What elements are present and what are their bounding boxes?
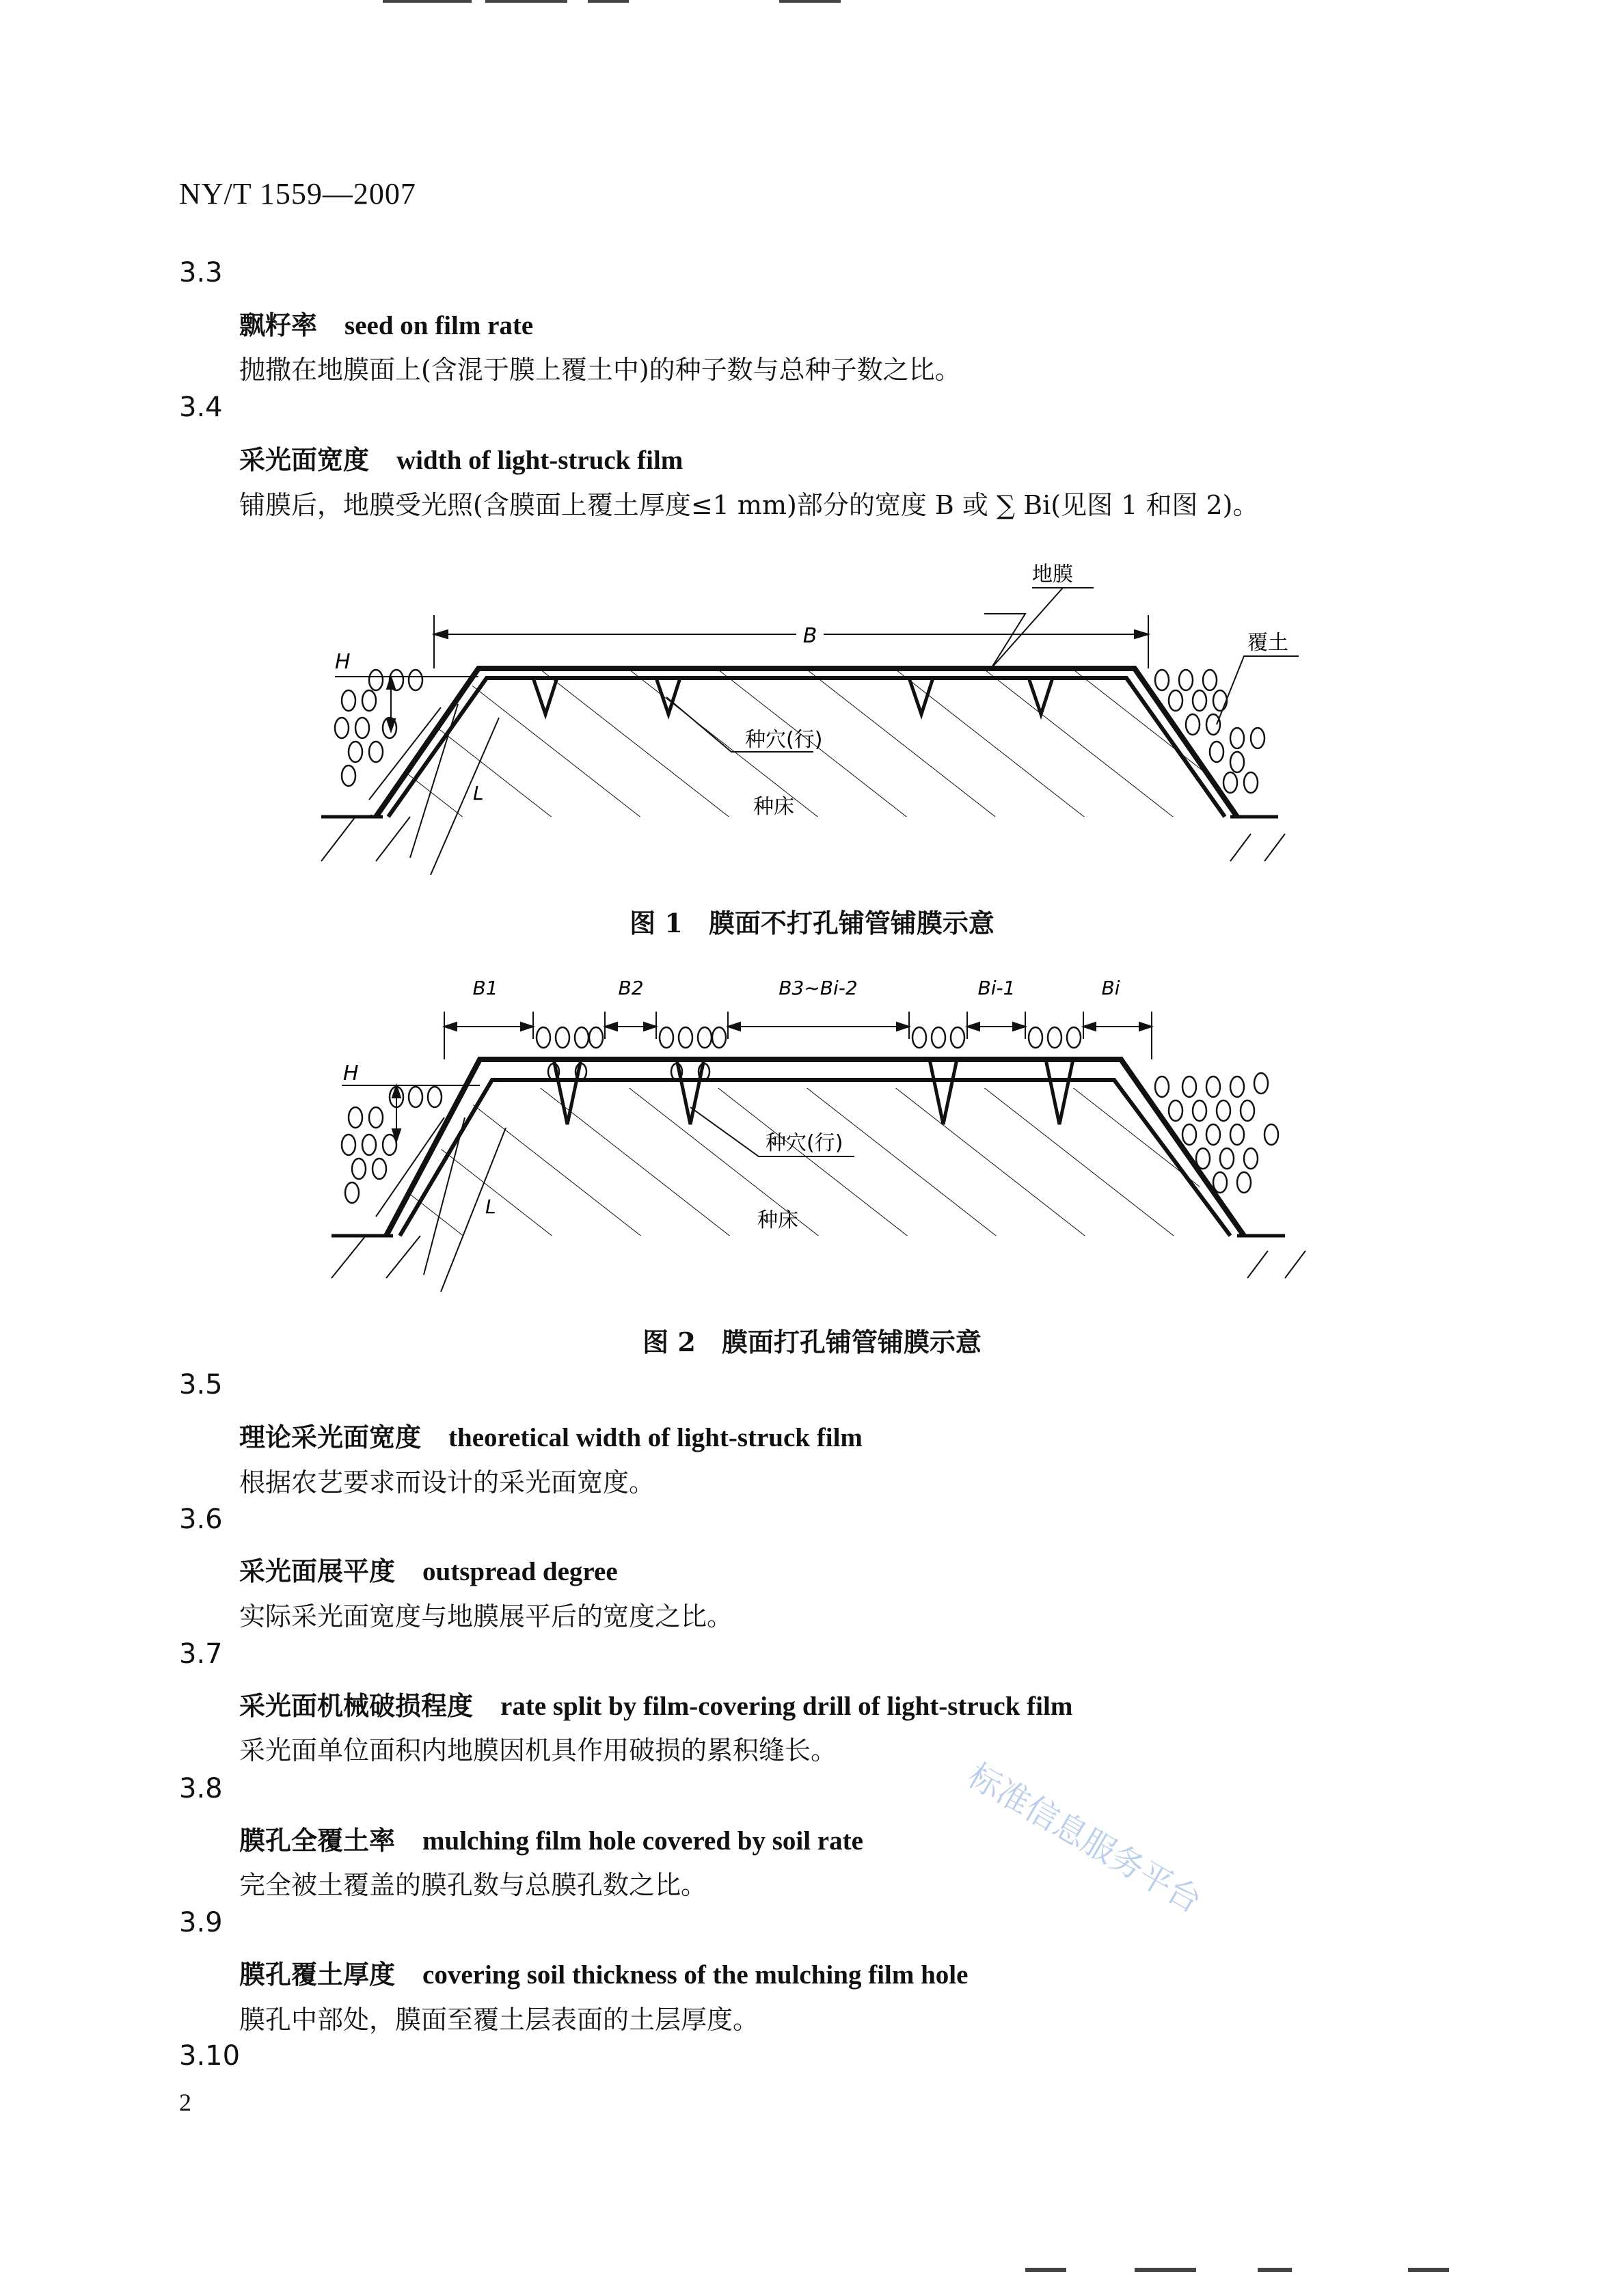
bottom-scan-marks xyxy=(1025,2268,1504,2273)
width-label: B xyxy=(802,624,817,648)
section-number: 3.8 xyxy=(179,1773,223,1804)
term-heading xyxy=(239,1819,863,1857)
width-dimension xyxy=(434,615,1148,668)
term-en: covering soil thickness of the mulching film hole xyxy=(422,1960,969,1990)
definition: 铺膜后，地膜受光照(含膜面上覆土厚度≤1 mm)部分的宽度 B 或 ∑ Bi(见图 1 和图 2)。 xyxy=(239,490,1259,520)
term-cn: 理论采光面宽度 xyxy=(239,1422,422,1452)
height-label: H xyxy=(335,650,351,674)
section-number: 3.10 xyxy=(179,2040,241,2072)
figure-1-caption: 图 1 膜面不打孔铺管铺膜示意 xyxy=(630,908,994,938)
b1-label: B1 xyxy=(472,977,498,999)
term-cn: 飘籽率 xyxy=(239,310,318,340)
seed-bed-hatch xyxy=(379,1088,1234,1236)
term-cn: 膜孔全覆土率 xyxy=(239,1825,396,1856)
slope-label: L xyxy=(485,1195,496,1218)
scan-mark xyxy=(588,0,629,3)
seed-hole-label: 种穴(行) xyxy=(745,728,823,752)
page-number: 2 xyxy=(179,2089,191,2116)
definition: 根据农艺要求而设计的采光面宽度。 xyxy=(239,1467,655,1498)
b2-label: B2 xyxy=(618,977,644,999)
section-number: 3.7 xyxy=(179,1638,223,1670)
seed-bed-label: 种床 xyxy=(757,1208,798,1232)
section-number: 3.4 xyxy=(179,392,223,423)
hole-cover-soil xyxy=(537,1027,1081,1080)
term-heading xyxy=(239,1953,968,1991)
term-heading xyxy=(239,1416,863,1454)
figure-1-diagram xyxy=(294,547,1360,889)
bi-label: Bi xyxy=(1101,977,1120,999)
ground-hatch xyxy=(331,1236,1305,1278)
definition: 完全被土覆盖的膜孔数与总膜孔数之比。 xyxy=(239,1870,707,1900)
term-heading xyxy=(239,304,533,342)
definition: 膜孔中部处，膜面至覆土层表面的土层厚度。 xyxy=(239,2005,759,2035)
film-label: 地膜 xyxy=(1032,563,1073,586)
definition: 实际采光面宽度与地膜展平后的宽度之比。 xyxy=(239,1601,733,1631)
term-cn: 采光面展平度 xyxy=(239,1556,396,1586)
term-cn: 膜孔覆土厚度 xyxy=(239,1959,396,1990)
section-number: 3.9 xyxy=(179,1907,223,1938)
section-number: 3.5 xyxy=(179,1369,223,1400)
term-cn: 采光面宽度 xyxy=(239,444,370,475)
seed-bed-label: 种床 xyxy=(753,795,794,819)
term-heading xyxy=(239,439,683,476)
term-en: outspread degree xyxy=(422,1557,618,1586)
term-en: mulching film hole covered by soil rate xyxy=(422,1826,863,1856)
term-en: theoretical width of light-struck film xyxy=(448,1423,863,1452)
section-number: 3.6 xyxy=(179,1504,223,1535)
term-cn: 采光面机械破损程度 xyxy=(239,1690,474,1721)
slope-label: L xyxy=(473,782,484,804)
height-label: H xyxy=(343,1061,359,1085)
term-en: rate split by film-covering drill of light-struck film xyxy=(500,1692,1073,1721)
definition: 抛撒在地膜面上(含混于膜上覆土中)的种子数与总种子数之比。 xyxy=(239,355,961,385)
cover-soil-label: 覆土 xyxy=(1247,631,1288,655)
section-number: 3.3 xyxy=(179,257,223,288)
term-heading xyxy=(239,1685,1072,1722)
scan-mark xyxy=(485,0,567,3)
standard-code: NY/T 1559—2007 xyxy=(179,177,416,211)
term-en: width of light-struck film xyxy=(396,446,684,475)
watermark: 标准信息服务平台 xyxy=(961,1756,1208,1921)
term-en: seed on film rate xyxy=(344,311,534,340)
figure-2-diagram xyxy=(301,971,1367,1299)
b3-label: B3~Bi-2 xyxy=(779,977,858,999)
seed-hole-label: 种穴(行) xyxy=(766,1131,843,1155)
term-heading xyxy=(239,1550,618,1588)
bi1-label: Bi-1 xyxy=(977,977,1016,999)
scan-mark xyxy=(779,0,841,3)
scan-mark xyxy=(383,0,472,3)
definition: 采光面单位面积内地膜因机具作用破损的累积缝长。 xyxy=(239,1735,837,1765)
ground-hatch xyxy=(321,817,1285,861)
figure-2-caption: 图 2 膜面打孔铺管铺膜示意 xyxy=(642,1327,982,1357)
